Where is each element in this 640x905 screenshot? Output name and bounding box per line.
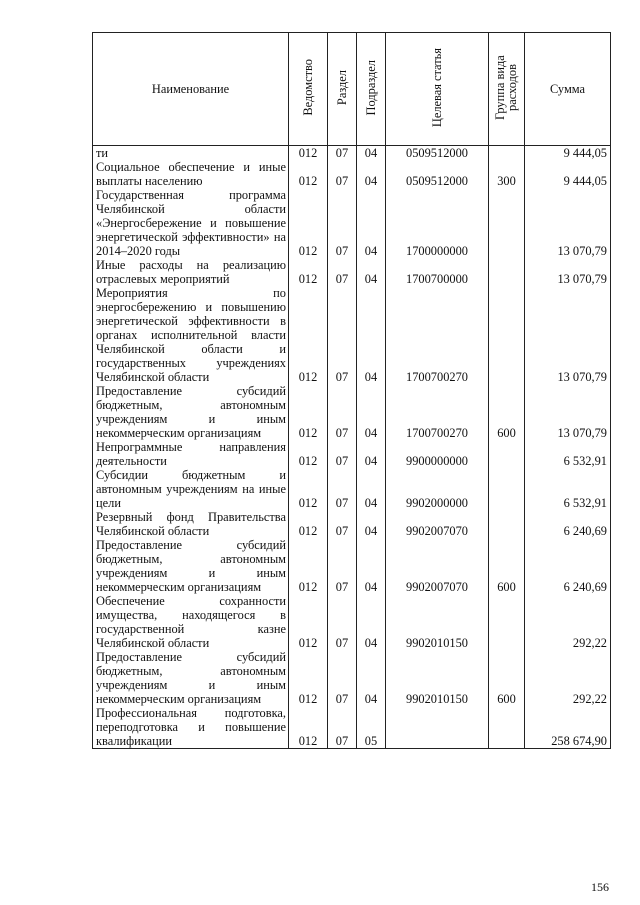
cell-expense-group: 600 — [489, 538, 525, 594]
cell-section: 07 — [328, 258, 357, 286]
cell-target-article: 9902010150 — [386, 594, 489, 650]
cell-subsection: 04 — [357, 538, 386, 594]
cell-department: 012 — [289, 538, 328, 594]
cell-amount: 6 240,69 — [525, 538, 611, 594]
table-row — [93, 706, 611, 749]
cell-subsection: 04 — [357, 384, 386, 440]
table-row — [93, 538, 611, 594]
cell-name: Мероприятия по энергосбережению и повышению энергетической эффективности в органах исполнительной власти Челябинской области и государственных учреждениях Челябинской области — [93, 286, 289, 384]
cell-department: 012 — [289, 706, 328, 749]
cell-expense-group: 300 — [489, 160, 525, 188]
cell-subsection: 04 — [357, 160, 386, 188]
header-target-article-cell — [386, 33, 489, 146]
cell-section: 07 — [328, 468, 357, 510]
cell-expense-group — [489, 188, 525, 258]
table-row — [93, 188, 611, 258]
header-name-cell — [93, 33, 289, 146]
cell-expense-group — [489, 440, 525, 468]
cell-subsection: 04 — [357, 468, 386, 510]
cell-subsection: 04 — [357, 188, 386, 258]
cell-subsection: 04 — [357, 286, 386, 384]
cell-subsection: 04 — [357, 510, 386, 538]
cell-section: 07 — [328, 650, 357, 706]
cell-section: 07 — [328, 594, 357, 650]
cell-section: 07 — [328, 538, 357, 594]
cell-name: ти — [93, 146, 289, 161]
cell-expense-group — [489, 146, 525, 161]
cell-section: 07 — [328, 510, 357, 538]
cell-amount: 13 070,79 — [525, 188, 611, 258]
cell-name: Резервный фонд Правительства Челябинской области — [93, 510, 289, 538]
header-department: Ведомство — [301, 59, 315, 116]
header-subsection: Подраздел — [364, 59, 378, 116]
cell-amount: 6 532,91 — [525, 468, 611, 510]
header-section: Раздел — [335, 69, 349, 106]
cell-section: 07 — [328, 188, 357, 258]
cell-target-article: 1700700270 — [386, 384, 489, 440]
table-row — [93, 440, 611, 468]
cell-department: 012 — [289, 286, 328, 384]
page-number: 156 — [591, 880, 609, 894]
cell-amount: 292,22 — [525, 650, 611, 706]
table-row — [93, 160, 611, 188]
cell-expense-group — [489, 510, 525, 538]
cell-target-article: 1700700000 — [386, 258, 489, 286]
cell-department: 012 — [289, 188, 328, 258]
cell-amount: 13 070,79 — [525, 258, 611, 286]
cell-expense-group — [489, 468, 525, 510]
table-row — [93, 650, 611, 706]
header-amount: Сумма — [549, 82, 586, 96]
cell-amount: 258 674,90 — [525, 706, 611, 749]
cell-subsection: 04 — [357, 594, 386, 650]
cell-target-article: 9902007070 — [386, 510, 489, 538]
cell-name: Государственная программа Челябинской области «Энергосбережение и повышение энергетической эффективности» на 2014–2020 годы — [93, 188, 289, 258]
cell-name: Профессиональная подготовка, переподготовка и повышение квалификации — [93, 706, 289, 749]
cell-subsection: 04 — [357, 650, 386, 706]
cell-subsection: 04 — [357, 440, 386, 468]
cell-name: Социальное обеспечение и иные выплаты населению — [93, 160, 289, 188]
table-row — [93, 286, 611, 384]
cell-target-article: 0509512000 — [386, 160, 489, 188]
header-subsection-cell — [357, 33, 386, 146]
table-row — [93, 468, 611, 510]
cell-section: 07 — [328, 706, 357, 749]
cell-department: 012 — [289, 650, 328, 706]
table-row — [93, 146, 611, 161]
cell-department: 012 — [289, 510, 328, 538]
cell-amount: 9 444,05 — [525, 146, 611, 161]
cell-name: Субсидии бюджетным и автономным учреждениям на иные цели — [93, 468, 289, 510]
table-row — [93, 384, 611, 440]
cell-target-article: 9902010150 — [386, 650, 489, 706]
cell-section: 07 — [328, 440, 357, 468]
cell-target-article: 0509512000 — [386, 146, 489, 161]
header-amount-cell — [525, 33, 611, 146]
cell-target-article: 9902000000 — [386, 468, 489, 510]
table-row — [93, 258, 611, 286]
cell-target-article: 9900000000 — [386, 440, 489, 468]
header-department-cell — [289, 33, 328, 146]
cell-expense-group: 600 — [489, 650, 525, 706]
header-section-cell — [328, 33, 357, 146]
header-row — [93, 33, 611, 146]
header-expense-group-cell — [489, 33, 525, 146]
cell-name: Обеспечение сохранности имущества, находящегося в государственной казне Челябинской области — [93, 594, 289, 650]
cell-amount: 13 070,79 — [525, 384, 611, 440]
table-row — [93, 510, 611, 538]
cell-expense-group — [489, 258, 525, 286]
budget-table — [92, 32, 611, 749]
cell-subsection: 05 — [357, 706, 386, 749]
cell-expense-group — [489, 594, 525, 650]
cell-subsection: 04 — [357, 258, 386, 286]
cell-target-article: 9902007070 — [386, 538, 489, 594]
cell-expense-group — [489, 706, 525, 749]
cell-amount: 6 240,69 — [525, 510, 611, 538]
cell-expense-group — [489, 286, 525, 384]
cell-department: 012 — [289, 594, 328, 650]
cell-department: 012 — [289, 146, 328, 161]
cell-amount: 13 070,79 — [525, 286, 611, 384]
cell-department: 012 — [289, 468, 328, 510]
cell-target-article — [386, 706, 489, 749]
cell-subsection: 04 — [357, 146, 386, 161]
cell-department: 012 — [289, 440, 328, 468]
cell-department: 012 — [289, 384, 328, 440]
cell-section: 07 — [328, 160, 357, 188]
header-target-article: Целевая статья — [430, 47, 444, 128]
cell-name: Предоставление субсидий бюджетным, автономным учреждениям и иным некоммерческим организациям — [93, 650, 289, 706]
cell-amount: 9 444,05 — [525, 160, 611, 188]
table-body — [93, 146, 611, 749]
cell-target-article: 1700000000 — [386, 188, 489, 258]
cell-department: 012 — [289, 160, 328, 188]
cell-section: 07 — [328, 286, 357, 384]
header-name: Наименование — [151, 82, 230, 96]
cell-department: 012 — [289, 258, 328, 286]
cell-name: Предоставление субсидий бюджетным, автономным учреждениям и иным некоммерческим организациям — [93, 384, 289, 440]
cell-amount: 6 532,91 — [525, 440, 611, 468]
cell-section: 07 — [328, 146, 357, 161]
cell-name: Иные расходы на реализацию отраслевых мероприятий — [93, 258, 289, 286]
cell-amount: 292,22 — [525, 594, 611, 650]
table-row — [93, 594, 611, 650]
cell-target-article: 1700700270 — [386, 286, 489, 384]
header-expense-group: Группа вида расходов — [492, 55, 519, 120]
cell-name: Предоставление субсидий бюджетным, автономным учреждениям и иным некоммерческим организациям — [93, 538, 289, 594]
cell-name: Непрограммные направления деятельности — [93, 440, 289, 468]
cell-expense-group: 600 — [489, 384, 525, 440]
cell-section: 07 — [328, 384, 357, 440]
